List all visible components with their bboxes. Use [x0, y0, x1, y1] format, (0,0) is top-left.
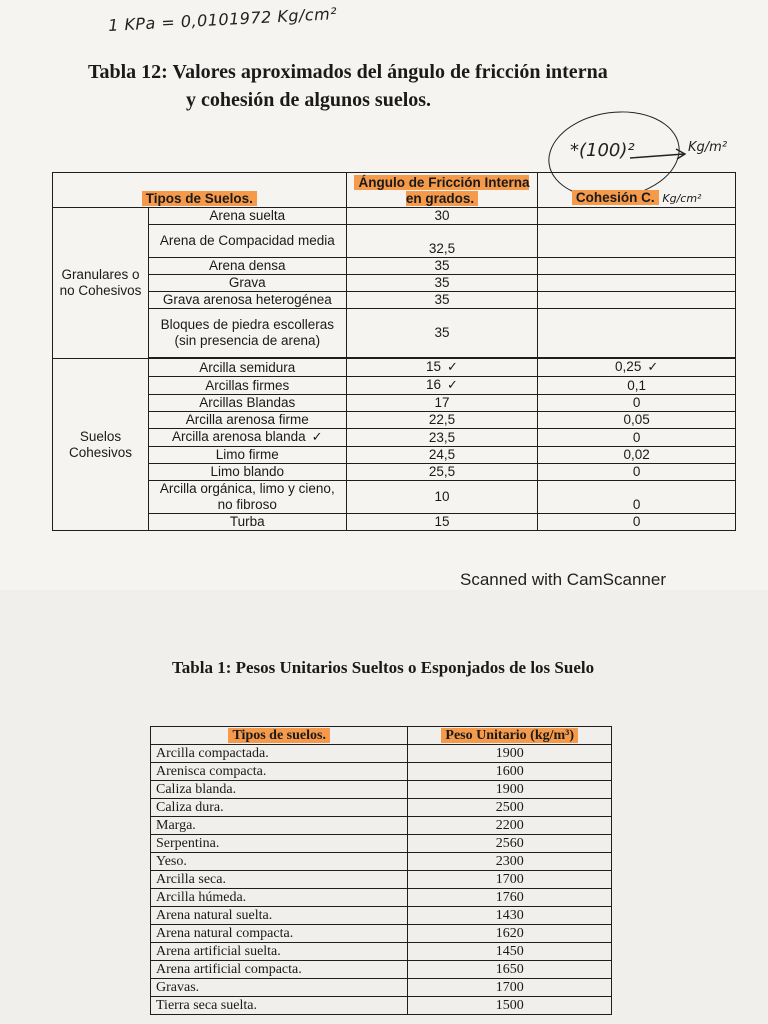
cohesion-value: 0,1 — [538, 377, 736, 395]
table-row — [151, 925, 612, 943]
table1-title: Tabla 1: Pesos Unitarios Sueltos o Esponjados de los Suelo — [172, 658, 595, 677]
table-row — [53, 514, 736, 531]
soil-name: Arcillas Blandas — [148, 395, 346, 412]
table-row — [53, 359, 736, 377]
table-row — [151, 763, 612, 781]
cohesion-value: 0 — [538, 481, 736, 514]
soil-name: Arcilla compactada. — [151, 745, 408, 763]
cohesion-value — [538, 225, 736, 258]
unit-weight: 1900 — [408, 781, 612, 799]
header-soil-type: Tipos de Suelos. — [53, 173, 347, 208]
table-row — [151, 871, 612, 889]
cohesion-value — [538, 292, 736, 309]
friction-angle: 35 — [346, 258, 538, 275]
friction-angle: 24,5 — [346, 447, 538, 464]
handwritten-conversion-note: 1 KPa = 0,0101972 Kg/cm² — [107, 4, 338, 35]
unit-weight: 1450 — [408, 943, 612, 961]
header-soil-types: Tipos de suelos. — [151, 727, 408, 745]
unit-weight: 1760 — [408, 889, 612, 907]
cohesion-value — [538, 258, 736, 275]
unit-weight: 1500 — [408, 997, 612, 1015]
table12-title-line1: Tabla 12: Valores aproximados del ángulo de fricción interna — [88, 61, 608, 83]
friction-angle: 22,5 — [346, 412, 538, 429]
cohesion-value — [538, 309, 736, 358]
soil-name: Arena suelta — [148, 208, 346, 225]
table-row — [151, 943, 612, 961]
table-row — [151, 997, 612, 1015]
soil-name: Arcilla arenosa firme — [148, 412, 346, 429]
table-row — [53, 208, 736, 225]
table-row — [53, 395, 736, 412]
handwritten-multiplier: *(100)² — [570, 140, 635, 161]
cohesion-value: 0,05 — [538, 412, 736, 429]
cohesion-value: 0 — [538, 514, 736, 531]
soil-name: Limo blando — [148, 464, 346, 481]
table-row — [151, 817, 612, 835]
soil-name: Bloques de piedra escolleras (sin presencia de arena) — [148, 309, 346, 358]
check-icon: ✓ — [647, 360, 659, 375]
soil-name: Arcilla arenosa blanda ✓ — [148, 429, 346, 447]
soil-name: Caliza blanda. — [151, 781, 408, 799]
table-row — [53, 225, 736, 258]
soil-name: Serpentina. — [151, 835, 408, 853]
unit-weight: 1600 — [408, 763, 612, 781]
table-row — [151, 799, 612, 817]
friction-angle: 17 — [346, 395, 538, 412]
soil-name: Tierra seca suelta. — [151, 997, 408, 1015]
unit-weight: 1700 — [408, 871, 612, 889]
friction-angle: 32,5 — [346, 225, 538, 258]
unit-weight: 1620 — [408, 925, 612, 943]
friction-angle: 10 — [346, 481, 538, 514]
check-icon: ✓ — [447, 360, 458, 375]
soil-name: Caliza dura. — [151, 799, 408, 817]
group-cohesive: Suelos Cohesivos — [53, 359, 149, 531]
soil-name: Arcilla orgánica, limo y cieno, no fibroso — [148, 481, 346, 514]
check-icon: ✓ — [447, 378, 458, 393]
soil-name: Arcilla semidura — [148, 359, 346, 377]
friction-angle: 35 — [346, 275, 538, 292]
friction-angle: 23,5 — [346, 429, 538, 447]
soil-name: Limo firme — [148, 447, 346, 464]
unit-weight: 1430 — [408, 907, 612, 925]
friction-angle: 25,5 — [346, 464, 538, 481]
soil-name: Arena artificial compacta. — [151, 961, 408, 979]
table-row — [53, 481, 736, 514]
friction-angle: 35 — [346, 292, 538, 309]
table-row — [151, 835, 612, 853]
soil-name: Arena de Compacidad media — [148, 225, 346, 258]
soil-friction-cohesion-table — [52, 172, 736, 531]
soil-name: Gravas. — [151, 979, 408, 997]
friction-angle: 15 — [346, 514, 538, 531]
unit-weight: 2500 — [408, 799, 612, 817]
table-row — [151, 889, 612, 907]
table-row — [151, 907, 612, 925]
soil-name: Arenisca compacta. — [151, 763, 408, 781]
table-row — [53, 309, 736, 358]
unit-weight: 2200 — [408, 817, 612, 835]
cohesion-value: 0,25 ✓ — [538, 359, 736, 377]
table-row — [53, 464, 736, 481]
table12-header-row — [53, 173, 736, 208]
table-row — [151, 745, 612, 763]
soil-name: Yeso. — [151, 853, 408, 871]
handwritten-arrow-icon — [630, 146, 688, 162]
soil-name: Arena natural suelta. — [151, 907, 408, 925]
soil-name: Arcilla seca. — [151, 871, 408, 889]
friction-angle: 16 ✓ — [346, 377, 538, 395]
table-row — [53, 258, 736, 275]
table-row — [53, 412, 736, 429]
table-row — [53, 429, 736, 447]
table-row — [151, 979, 612, 997]
table1-header-row — [151, 727, 612, 745]
table-row — [53, 377, 736, 395]
header-cohesion: Cohesión C. Kg/cm² — [538, 173, 736, 208]
table-row — [53, 447, 736, 464]
table-row — [151, 853, 612, 871]
friction-angle: 35 — [346, 309, 538, 358]
friction-angle: 15 ✓ — [346, 359, 538, 377]
soil-name: Arcilla húmeda. — [151, 889, 408, 907]
group-granular: Granulares o no Cohesivos — [53, 208, 149, 359]
soil-name: Grava arenosa heterogénea — [148, 292, 346, 309]
cohesion-value — [538, 275, 736, 292]
cohesion-value — [538, 208, 736, 225]
cohesion-value: 0,02 — [538, 447, 736, 464]
unit-weight: 1900 — [408, 745, 612, 763]
handwritten-arrow-unit: Kg/m² — [688, 140, 728, 155]
table-row — [151, 961, 612, 979]
table-row — [151, 781, 612, 799]
table12-title-line2: y cohesión de algunos suelos. — [186, 89, 432, 111]
soil-name: Turba — [148, 514, 346, 531]
soil-name: Arcillas firmes — [148, 377, 346, 395]
table-row — [53, 275, 736, 292]
soil-name: Marga. — [151, 817, 408, 835]
table12-title — [88, 58, 708, 114]
unit-weight: 1700 — [408, 979, 612, 997]
table-row — [53, 292, 736, 309]
unit-weight-table — [150, 726, 612, 1015]
unit-weight: 2300 — [408, 853, 612, 871]
cohesion-value: 0 — [538, 395, 736, 412]
camscanner-watermark: Scanned with CamScanner — [460, 570, 667, 589]
header-unit-weight: Peso Unitario (kg/m³) — [408, 727, 612, 745]
unit-weight: 2560 — [408, 835, 612, 853]
friction-angle: 30 — [346, 208, 538, 225]
soil-name: Arena densa — [148, 258, 346, 275]
soil-name: Arena natural compacta. — [151, 925, 408, 943]
soil-name: Arena artificial suelta. — [151, 943, 408, 961]
header-friction-angle: Ángulo de Fricción Interna en grados. — [346, 173, 538, 208]
unit-weight: 1650 — [408, 961, 612, 979]
soil-name: Grava — [148, 275, 346, 292]
check-icon: ✓ — [311, 430, 323, 445]
cohesion-value: 0 — [538, 464, 736, 481]
cohesion-value: 0 — [538, 429, 736, 447]
